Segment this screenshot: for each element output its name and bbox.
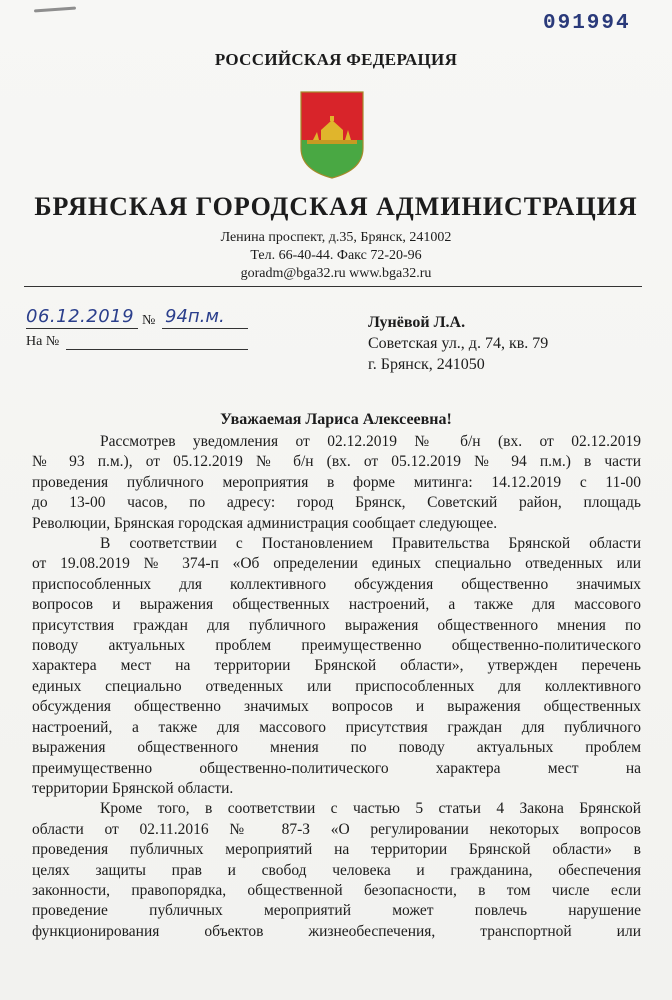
federation-heading: РОССИЙСКАЯ ФЕДЕРАЦИЯ: [214, 50, 458, 69]
bryansk-coat-of-arms-icon: [299, 90, 365, 180]
recipient-name: Лунёвой Л.А.: [368, 314, 466, 331]
recipient-city: г. Брянск, 241050: [368, 356, 485, 373]
body-line: обсуждения общественно значимых вопросов и выражения общественных: [32, 698, 641, 716]
body-line: № 93 п.м.), от 05.12.2019 № б/н (вх. от 05.12.2019 № 94 п.м.) в части: [32, 453, 641, 471]
body-line: характера мест на территории Брянской области», утвержден перечень: [32, 657, 641, 675]
body-line: вопросов и выражения общественных настроений, а также для массового: [32, 596, 641, 614]
outgoing-date: 06.12.2019: [26, 306, 135, 327]
body-line: приспособленных для коллективного обсуждения общественно значимых: [32, 575, 641, 593]
body-line: выражения общественного мнения по поводу актуальных проблем: [32, 739, 641, 757]
body-line: от 19.08.2019 № 374-п «Об определении единых специально отведенных или: [32, 555, 641, 573]
staple-mark: [34, 7, 76, 13]
body-line: единых специально отведенных или приспособленных для коллективного: [32, 677, 641, 695]
body-line: проведение публичных мероприятий может повлечь нарушение: [32, 902, 641, 920]
salutation: Уважаемая Лариса Алексеевна!: [220, 411, 452, 428]
body-line: Революции, Брянская городская администрация сообщает следующее.: [32, 514, 498, 532]
body-line: проведения публичных мероприятий на территории Брянской области» в: [32, 841, 641, 859]
body-line: области от 02.11.2016 № 87-З «О регулировании некоторых вопросов: [32, 820, 641, 838]
body-line: настроений, а также для массового присутствия граждан для публичного: [32, 718, 641, 736]
header-divider: [24, 286, 642, 287]
body-line: Кроме того, в соответствии с частью 5 статьи 4 Закона Брянской: [100, 800, 641, 818]
reply-underline: [66, 349, 248, 350]
recipient-block: [368, 312, 548, 375]
administration-phone: Тел. 66-40-44. Факс 72-20-96: [250, 248, 422, 263]
date-underline: [26, 328, 138, 329]
administration-address: Ленина проспект, д.35, Брянск, 241002: [220, 230, 452, 245]
body-line: В соответствии с Постановлением Правительства Брянской области: [100, 535, 641, 553]
body-line: целях защиты прав и свобод человека и гражданина, обеспечения: [32, 861, 641, 879]
body-line: проведения публичного мероприятия в форме митинга: 14.12.2019 с 11-00: [32, 473, 641, 491]
number-sign: №: [142, 313, 156, 328]
administration-title: БРЯНСКАЯ ГОРОДСКАЯ АДМИНИСТРАЦИЯ: [34, 192, 638, 221]
outgoing-number: 94п.м.: [165, 306, 225, 327]
recipient-street: Советская ул., д. 74, кв. 79: [368, 335, 549, 352]
reply-to-label: На №: [26, 334, 60, 349]
body-line: присутствия граждан для публичного выражения общественного мнения по: [32, 616, 641, 634]
body-line: поводу актуальных проблем преимущественно общественно-политического: [32, 637, 641, 655]
administration-contacts: goradm@bga32.ru www.bga32.ru: [240, 266, 432, 281]
body-line: законности, правопорядка, общественной безопасности, в том числе если: [32, 881, 641, 899]
serial-number: 091994: [543, 12, 631, 35]
body-line: Рассмотрев уведомления от 02.12.2019 № б/н (вх. от 02.12.2019: [100, 433, 641, 450]
body-line: до 13-00 часов, по адресу: город Брянск, Советский район, площадь: [32, 494, 641, 512]
number-underline: [162, 328, 248, 329]
letter-body: [32, 432, 641, 942]
body-line: территории Брянской области.: [32, 779, 234, 797]
body-line: функционирования объектов жизнеобеспечения, транспортной или: [32, 922, 641, 940]
body-line: преимущественно общественно-политического характера мест на: [32, 759, 641, 777]
